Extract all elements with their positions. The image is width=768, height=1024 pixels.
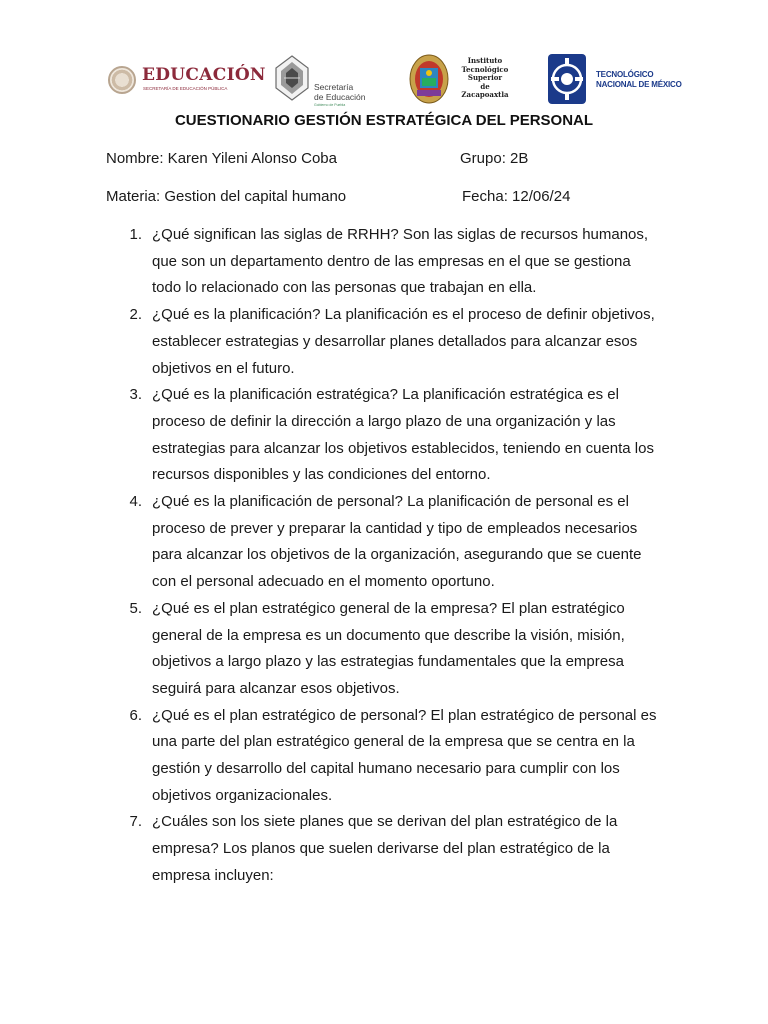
question-text (152, 302, 672, 382)
question-number: 7. (129, 813, 142, 831)
secretaria-emblem-icon (274, 54, 310, 102)
question-text-line: empresa incluyen: (152, 866, 274, 884)
question-text-line: establecer estrategias y desarrollar planes detallados para alcanzar esos (152, 332, 638, 350)
question-text-line: ¿Qué es la planificación estratégica? La planificación estratégica es el (152, 386, 619, 404)
question-text-line: ¿Cuáles son los siete planes que se derivan del plan estratégico de la (152, 813, 618, 831)
secretaria-logo (274, 52, 374, 106)
instituto-logo-line: Superior (467, 73, 503, 83)
question-text-line: seguirá para alcanzar esos objetivos. (152, 679, 400, 697)
question-text-line: objetivos a largo plazo y las estrategias fundamentales que la empresa (152, 653, 624, 671)
instituto-logo-line: Tecnológico (461, 64, 509, 74)
question-number: 3. (129, 386, 142, 404)
educacion-logo-subtitle: SECRETARÍA DE EDUCACIÓN PÚBLICA (143, 86, 228, 91)
tecnm-logo (546, 52, 682, 108)
question-text-line: una parte del plan estratégico general de la empresa que se centra en la (152, 733, 635, 751)
question-text-line: ¿Qué es la planificación de personal? La planificación de personal es el (152, 493, 629, 510)
secretaria-logo-line2: de Educación (314, 92, 366, 102)
question-text-line: objetivos organizacionales. (152, 786, 333, 804)
instituto-logo-text (455, 57, 515, 100)
question-text-line: ¿Qué es la planificación? La planificación es el proceso de definir objetivos, (152, 306, 655, 324)
question-number: 2. (129, 306, 142, 324)
document-title: CUESTIONARIO GESTIÓN ESTRATÉGICA DEL PERSONAL (174, 112, 594, 129)
header-logos (0, 48, 768, 110)
tecnm-logo-line1: TECNOLÓGICO (596, 70, 654, 79)
instituto-shield-icon (409, 54, 449, 104)
question-text-line: gestión y desarrollo del capital humano necesario para cumplir con los (152, 760, 620, 777)
question-text-line: estrategias para alcanzar los objetivos establecidos, teniendo en cuenta los (152, 439, 654, 457)
educacion-logo (108, 62, 266, 98)
question-text-line: objetivos en el futuro. (152, 359, 295, 377)
national-seal-icon (108, 66, 136, 94)
question-text (152, 489, 672, 596)
tecnm-logo-line2: NACIONAL DE MÉXICO (596, 80, 682, 89)
instituto-logo (405, 54, 509, 106)
question-number: 6. (129, 706, 142, 724)
instituto-logo-line: Zacapoaxtla (461, 90, 509, 100)
question-text-line: todo lo relacionado con las personas que trabajan en ella. (152, 279, 537, 297)
question-number: 4. (129, 493, 142, 510)
educacion-logo-word: EDUCACIÓN (142, 65, 266, 85)
question-text (152, 596, 672, 703)
instituto-logo-line: Instituto (467, 56, 503, 65)
question-text-line: ¿Qué significan las siglas de RRHH? Son las siglas de recursos humanos, (152, 226, 649, 243)
tecnm-logo-text (596, 70, 682, 90)
question-text-line: recursos disponibles y las condiciones del entorno. (152, 466, 491, 484)
subject-name: Materia: Gestion del capital humano (106, 188, 347, 205)
question-text (152, 382, 672, 489)
student-name: Nombre: Karen Yileni Alonso Coba (106, 150, 337, 167)
question-text-line: proceso de prever y preparar la cantidad y tipo de empleados necesarios (152, 519, 638, 537)
question-number: 1. (129, 226, 142, 243)
document-date: Fecha: 12/06/24 (462, 188, 571, 205)
question-text-line: para alcanzar los objetivos de la organización, asegurando que se cuente (152, 546, 642, 564)
question-text (152, 703, 672, 810)
instituto-logo-line: de (480, 81, 490, 91)
question-text-line: proceso de definir la dirección a largo plazo de una organización y las (152, 412, 616, 430)
question-text (152, 809, 672, 889)
student-group: Grupo: 2B (460, 150, 529, 167)
question-number: 5. (129, 599, 142, 617)
question-text-line: general de la empresa es un documento que describe la visión, misión, (152, 626, 625, 644)
question-text-line: ¿Qué es el plan estratégico de personal? El plan estratégico de personal es (152, 706, 657, 724)
question-text-line: ¿Qué es el plan estratégico general de la empresa? El plan estratégico (152, 599, 625, 617)
tecnm-gear-icon (546, 52, 588, 106)
question-text-line: empresa? Los planos que suelen derivarse del plan estratégico de la (152, 840, 610, 858)
secretaria-logo-line3: Gobierno de Puebla (314, 103, 346, 107)
question-text-line: con el personal adecuado en el momento oportuno. (152, 573, 495, 591)
question-text-line: que son un departamento dentro de las empresas en el que se gestiona (152, 252, 631, 270)
question-text (152, 222, 672, 302)
secretaria-logo-line1: Secretaría (314, 82, 354, 92)
